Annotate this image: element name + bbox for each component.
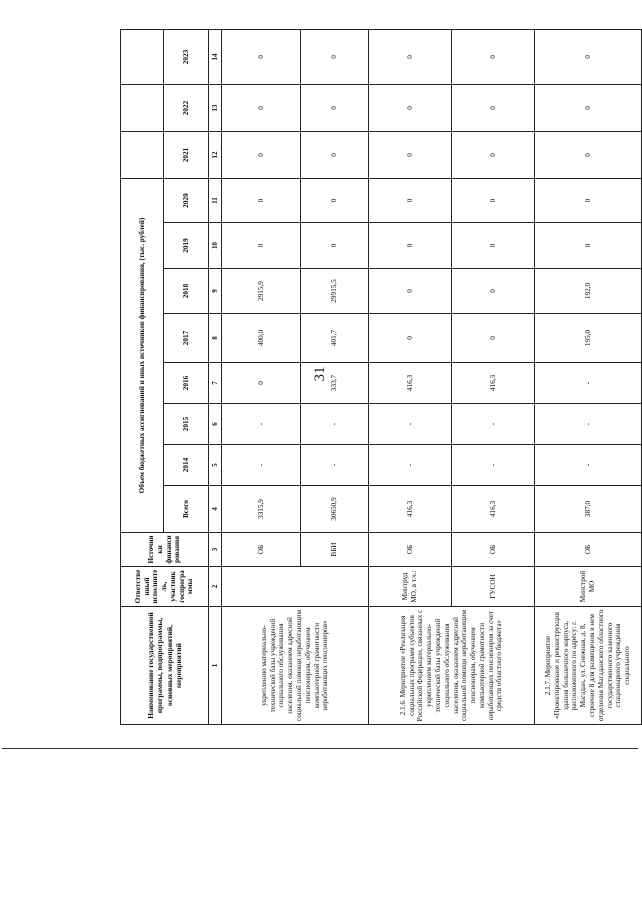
- row-value: 0: [535, 85, 642, 132]
- row-value: 0: [452, 269, 535, 314]
- row-value: -: [535, 363, 642, 404]
- row-value: 0: [452, 179, 535, 223]
- page-bottom-rule: [2, 748, 638, 749]
- column-number: 8: [209, 314, 222, 363]
- row-value: -: [535, 404, 642, 445]
- row-value: 195,0: [535, 314, 642, 363]
- column-number: 6: [209, 404, 222, 445]
- row-value: 0: [369, 269, 452, 314]
- budget-allocation-table: [120, 29, 642, 725]
- row-value: -: [452, 445, 535, 486]
- row-value: 0: [369, 314, 452, 363]
- row-value: -: [301, 445, 369, 486]
- row-name: укреплению материально-технической базы учреждений социального обслуживания населения, оказанием адресной социальной помощи неработающим пенсионерам, обучением компьютерной грамотности неработающих пенсионеров»: [222, 607, 369, 725]
- column-number: 5: [209, 445, 222, 486]
- row-value: 0: [535, 30, 642, 85]
- header-name-col: Наименование государственной программы, подпрограммы, основных мероприятий, мероприятий: [121, 607, 209, 725]
- row-source: ОБ: [222, 533, 301, 567]
- row-responsible: ГУСОН: [452, 567, 535, 607]
- table-row: [222, 30, 301, 725]
- header-blank-cell: [121, 85, 164, 132]
- header-responsible-col: Ответственный исполнитель, участник госпрограммы: [121, 567, 209, 607]
- row-value: 0: [452, 223, 535, 269]
- header-total-col: Всего: [164, 486, 209, 533]
- row-value: -: [222, 404, 301, 445]
- header-year: 2020: [164, 179, 209, 223]
- row-value: 0: [301, 179, 369, 223]
- row-source: ОБ: [535, 533, 642, 567]
- row-value: 0: [452, 30, 535, 85]
- row-value: -: [369, 404, 452, 445]
- row-value: 333,7: [301, 363, 369, 404]
- row-value: 387,0: [535, 486, 642, 533]
- row-value: 416,3: [369, 363, 452, 404]
- column-number: 2: [209, 567, 222, 607]
- row-value: 0: [369, 30, 452, 85]
- column-number: 14: [209, 30, 222, 85]
- row-value: 416,3: [452, 486, 535, 533]
- header-blank-cell: [121, 132, 164, 179]
- row-source: ОБ: [369, 533, 452, 567]
- row-value: 0: [301, 30, 369, 85]
- row-value: 0: [452, 85, 535, 132]
- column-number: 12: [209, 132, 222, 179]
- row-value: 400,0: [222, 314, 301, 363]
- row-value: 0: [222, 132, 301, 179]
- rotated-table-container: [120, 30, 632, 725]
- header-blank-cell: [121, 30, 164, 85]
- header-year: 2022: [164, 85, 209, 132]
- row-value: 0: [222, 179, 301, 223]
- header-year: 2017: [164, 314, 209, 363]
- header-year: 2023: [164, 30, 209, 85]
- page-number: 31: [312, 366, 328, 382]
- column-number: 13: [209, 85, 222, 132]
- header-year: 2016: [164, 363, 209, 404]
- column-number: 9: [209, 269, 222, 314]
- row-value: 0: [222, 363, 301, 404]
- row-responsible: Минстрой МО: [535, 567, 642, 607]
- row-value: 0: [535, 223, 642, 269]
- row-source: ВБИ: [301, 533, 369, 567]
- row-value: -: [369, 445, 452, 486]
- row-value: 192,0: [535, 269, 642, 314]
- header-row-main: [121, 30, 164, 725]
- column-number-row: [209, 30, 222, 725]
- budget-table-area: [120, 30, 632, 725]
- row-value: 416,3: [452, 363, 535, 404]
- row-value: 29915,5: [301, 269, 369, 314]
- row-value: 0: [369, 132, 452, 179]
- column-number: 3: [209, 533, 222, 567]
- row-value: 0: [535, 132, 642, 179]
- row-source: ОБ: [452, 533, 535, 567]
- row-value: 0: [301, 85, 369, 132]
- header-year: 2015: [164, 404, 209, 445]
- row-value: 0: [222, 30, 301, 85]
- table-row: [535, 30, 642, 725]
- row-value: 0: [369, 223, 452, 269]
- row-value: 0: [301, 132, 369, 179]
- column-number: 1: [209, 607, 222, 725]
- row-value: 2915,9: [222, 269, 301, 314]
- row-value: -: [222, 445, 301, 486]
- column-number: 4: [209, 486, 222, 533]
- header-source-col: Источники финансирования: [121, 533, 209, 567]
- row-value: 0: [369, 85, 452, 132]
- row-value: 3315,9: [222, 486, 301, 533]
- column-number: 10: [209, 223, 222, 269]
- row-value: 0: [452, 132, 535, 179]
- row-name: 2.1.7. Мероприятие «Проектирование и реконструкция здания больничного корпуса, расположенного по адресу: г. Магадан, ул. Снежная, д. 8, строение 8 для размещения в нем отделения Магаданского областного государственного казенного стационарного учреждения социального: [535, 607, 642, 725]
- row-value: 401,7: [301, 314, 369, 363]
- row-value: 0: [369, 179, 452, 223]
- table-row: [369, 30, 452, 725]
- row-value: 0: [535, 179, 642, 223]
- header-year: 2014: [164, 445, 209, 486]
- row-value: -: [535, 445, 642, 486]
- row-value: 0: [452, 314, 535, 363]
- header-year: 2018: [164, 269, 209, 314]
- row-name: 2.1.6. Мероприятие «Реализация социальных программ субъектов Российской Федерации, связанных с укреплением материально-технической базы учреждений социального обслуживания населения, оказанием адресной социальной помощи неработающим пенсионерам, обучением компьютерной грамотности неработающих пенсионеров за счет средств областного бюджета»: [369, 607, 535, 725]
- column-number: 11: [209, 179, 222, 223]
- header-year: 2021: [164, 132, 209, 179]
- row-value: 0: [222, 223, 301, 269]
- row-value: -: [452, 404, 535, 445]
- row-value: 0: [222, 85, 301, 132]
- header-year: 2019: [164, 223, 209, 269]
- row-value: -: [301, 404, 369, 445]
- row-responsible: Минтруд МО, в т.ч.:: [369, 567, 452, 607]
- column-number: 7: [209, 363, 222, 404]
- header-funding-group: Объем бюджетных ассигнований и иных источников финансирования, (тыс. рублей): [121, 179, 164, 533]
- row-responsible: [222, 567, 369, 607]
- row-value: 0: [301, 223, 369, 269]
- row-value: 30650,9: [301, 486, 369, 533]
- row-value: 416,3: [369, 486, 452, 533]
